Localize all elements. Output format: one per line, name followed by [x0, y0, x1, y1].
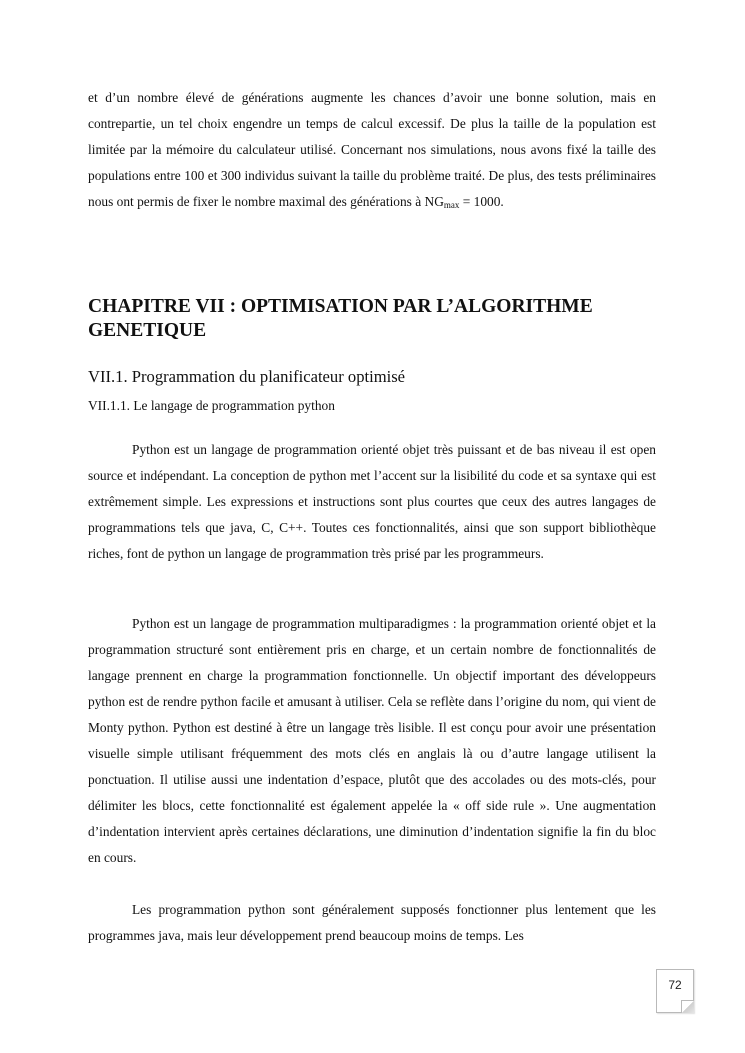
body-paragraph: Python est un langage de programmation orienté objet très puissant et de bas niveau il est open source et indépendant. La conception de python met l’accent sur la lisibilité du code et sa syntaxe qui est extrêmement simple. Les expressions et instructions sont plus courtes que ceux des autres langages de programmations tels que java, C, C++. Toutes ces fonctionnalités, ainsi que son support bibliothèque riches, font de python un langage de programmation très prisé par les programmeurs.	[88, 442, 656, 561]
subsection-title: VII.1.1. Le langage de programmation python	[88, 398, 335, 413]
body-paragraph: Les programmation python sont généralement supposés fonctionner plus lentement que les programmes java, mais leur développement prend beaucoup moins de temps. Les	[88, 902, 656, 943]
page-number: 72	[668, 978, 682, 992]
chapter-title: CHAPITRE VII : OPTIMISATION PAR L’ALGORITHME GENETIQUE	[88, 296, 593, 341]
ng-max-subscript: max	[443, 200, 460, 210]
page-number-box	[656, 969, 694, 1013]
body-paragraph: Python est un langage de programmation multiparadigmes : la programmation orienté objet et la programmation structuré sont entièrement pris en charge, et un certain nombre de fonctionnalités de langage prennent en charge la programmation fonctionnelle. Un objectif important des développeurs python est de rendre python facile et amusant à utiliser. Cela se reflète dans l’origine du nom, qui vient de Monty python. Python est destiné à être un langage très lisible. Il est conçu pour avoir une présentation visuelle simple utilisant fréquemment des mots clés en anglais là ou d’autre langage utilisent la ponctuation. Il utilise aussi une indentation d’espace, plutôt que des accolades ou des mots-clés, pour délimiter les blocs, cette fonctionnalité est également appelée la « off side rule ». Une augmentation d’indentation intervient après certaines déclarations, une diminution d’indentation signifie la fin du bloc en cours.	[88, 616, 656, 865]
intro-text: et d’un nombre élevé de générations augmente les chances d’avoir une bonne solution, mais en contrepartie, un tel choix engendre un temps de calcul excessif. De plus la taille de la population est limitée par la mémoire du calculateur utilisé. Concernant nos simulations, nous avons fixé la taille des populations entre 100 et 300 individus suivant la taille du problème traité. De plus, des tests préliminaires nous ont permis de fixer le nombre maximal des générations à NG	[88, 90, 656, 209]
page-fold-icon	[681, 1000, 694, 1013]
intro-text-end: = 1000.	[459, 194, 504, 209]
section-title: VII.1. Programmation du planificateur optimisé	[88, 367, 406, 386]
intro-paragraph	[88, 85, 656, 218]
